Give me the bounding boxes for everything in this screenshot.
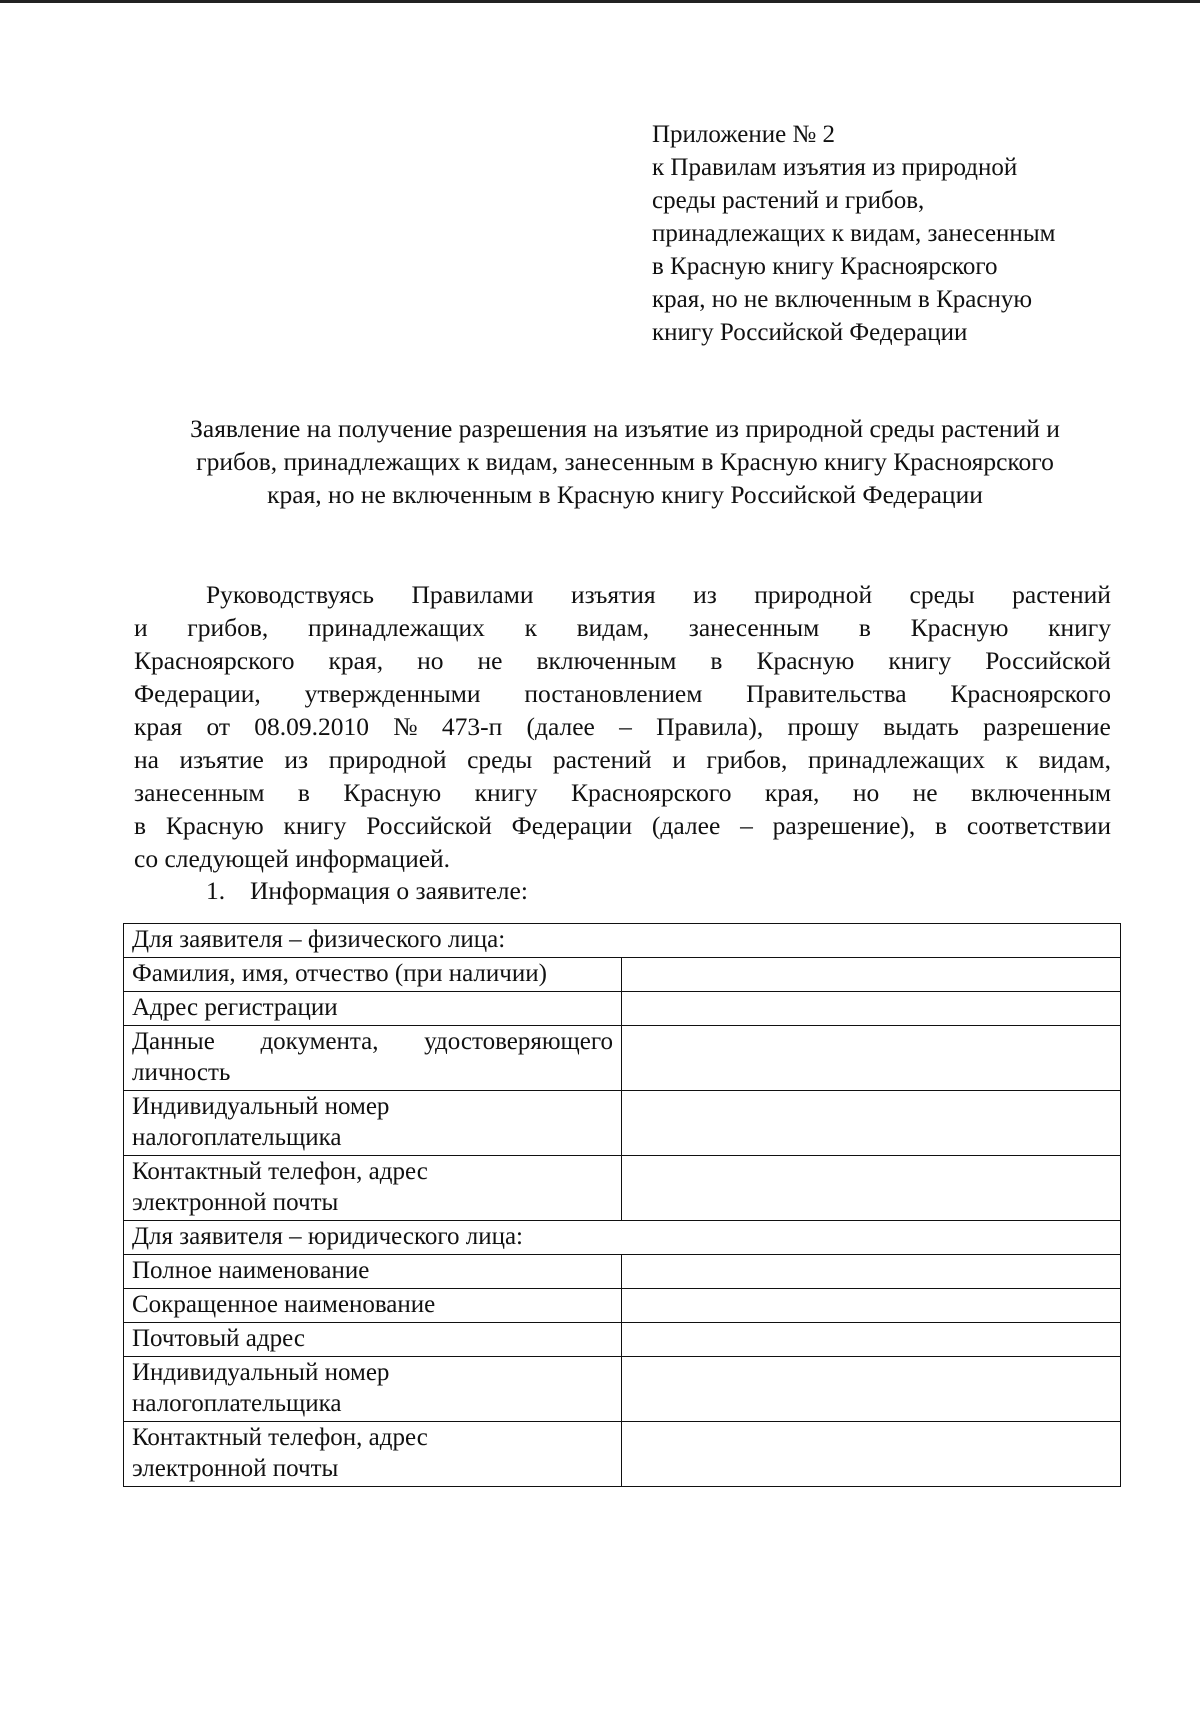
body-line: со следующей информацией. [134, 844, 451, 873]
body-line: занесенным в Красную книгу Красноярского края, но не включенным [134, 778, 1111, 807]
table-row [124, 1289, 1121, 1323]
value-cell-registration-address[interactable] [622, 992, 1121, 1026]
row-label-registration-address: Адрес регистрации [124, 992, 622, 1026]
body-line: края от 08.09.2010 № 473-п (далее – Правила), прошу выдать разрешение [134, 712, 1111, 741]
value-cell-identity-document[interactable] [622, 1026, 1121, 1091]
title-line: Заявление на получение разрешения на изъятие из природной среды растений и [190, 414, 1060, 443]
appendix-line: книгу Российской Федерации [652, 319, 968, 346]
row-label-individual-contacts: Контактный телефон, адрес электронной почты [124, 1156, 622, 1221]
body-line: Руководствуясь Правилами изъятия из природной среды растений [206, 580, 1111, 609]
value-cell-postal-address[interactable] [622, 1323, 1121, 1357]
row-label-full-name: Фамилия, имя, отчество (при наличии) [124, 958, 622, 992]
row-label-postal-address: Почтовый адрес [124, 1323, 622, 1357]
row-label-individual-inn: Индивидуальный номер налогоплательщика [124, 1091, 622, 1156]
body-line: на изъятие из природной среды растений и грибов, принадлежащих к видам, [134, 745, 1111, 774]
table-row [124, 1422, 1121, 1487]
value-cell-individual-inn[interactable] [622, 1091, 1121, 1156]
table-section-header-row [124, 1221, 1121, 1255]
appendix-line: среды растений и грибов, [652, 187, 925, 214]
appendix-line: принадлежащих к видам, занесенным [652, 220, 1056, 247]
body-line: Федерации, утвержденными постановлением Правительства Красноярского [134, 679, 1111, 708]
section-number: 1. [206, 876, 226, 905]
section-label: Информация о заявителе: [250, 876, 528, 905]
body-line: в Красную книгу Российской Федерации (далее – разрешение), в соответствии [134, 811, 1111, 840]
top-border-line [0, 0, 1200, 3]
appendix-line: к Правилам изъятия из природной [652, 154, 1018, 181]
body-line: и грибов, принадлежащих к видам, занесенным в Красную книгу [134, 613, 1111, 642]
title-line: грибов, принадлежащих к видам, занесенным в Красную книгу Красноярского [196, 447, 1054, 476]
value-cell-full-company-name[interactable] [622, 1255, 1121, 1289]
row-label-short-company-name: Сокращенное наименование [124, 1289, 622, 1323]
value-cell-short-company-name[interactable] [622, 1289, 1121, 1323]
row-label-legal-contacts: Контактный телефон, адрес электронной почты [124, 1422, 622, 1487]
appendix-line: края, но не включенным в Красную [652, 286, 1033, 313]
value-cell-individual-contacts[interactable] [622, 1156, 1121, 1221]
value-cell-legal-inn[interactable] [622, 1357, 1121, 1422]
applicant-info-table [123, 923, 1121, 1487]
body-paragraph [134, 578, 1111, 875]
appendix-line: в Красную книгу Красноярского [652, 253, 998, 280]
table-row [124, 1323, 1121, 1357]
table-row [124, 1357, 1121, 1422]
individual-section-header: Для заявителя – физического лица: [124, 924, 1121, 958]
table-row [124, 992, 1121, 1026]
section-applicant-info [206, 874, 528, 907]
table-row [124, 1255, 1121, 1289]
table-section-header-row [124, 924, 1121, 958]
table-row [124, 1156, 1121, 1221]
value-cell-legal-contacts[interactable] [622, 1422, 1121, 1487]
row-label-full-company-name: Полное наименование [124, 1255, 622, 1289]
value-cell-full-name[interactable] [622, 958, 1121, 992]
table-row [124, 1026, 1121, 1091]
appendix-line: Приложение № 2 [652, 121, 836, 148]
row-label-legal-inn: Индивидуальный номер налогоплательщика [124, 1357, 622, 1422]
body-line: Красноярского края, но не включенным в Красную книгу Российской [134, 646, 1111, 675]
legal-section-header: Для заявителя – юридического лица: [124, 1221, 1121, 1255]
table-row [124, 958, 1121, 992]
appendix-header [652, 118, 1152, 349]
document-title [120, 412, 1130, 511]
row-label-identity-document: Данные документа, удостоверяющего личность [124, 1026, 622, 1091]
title-line: края, но не включенным в Красную книгу Российской Федерации [267, 480, 983, 509]
table-row [124, 1091, 1121, 1156]
